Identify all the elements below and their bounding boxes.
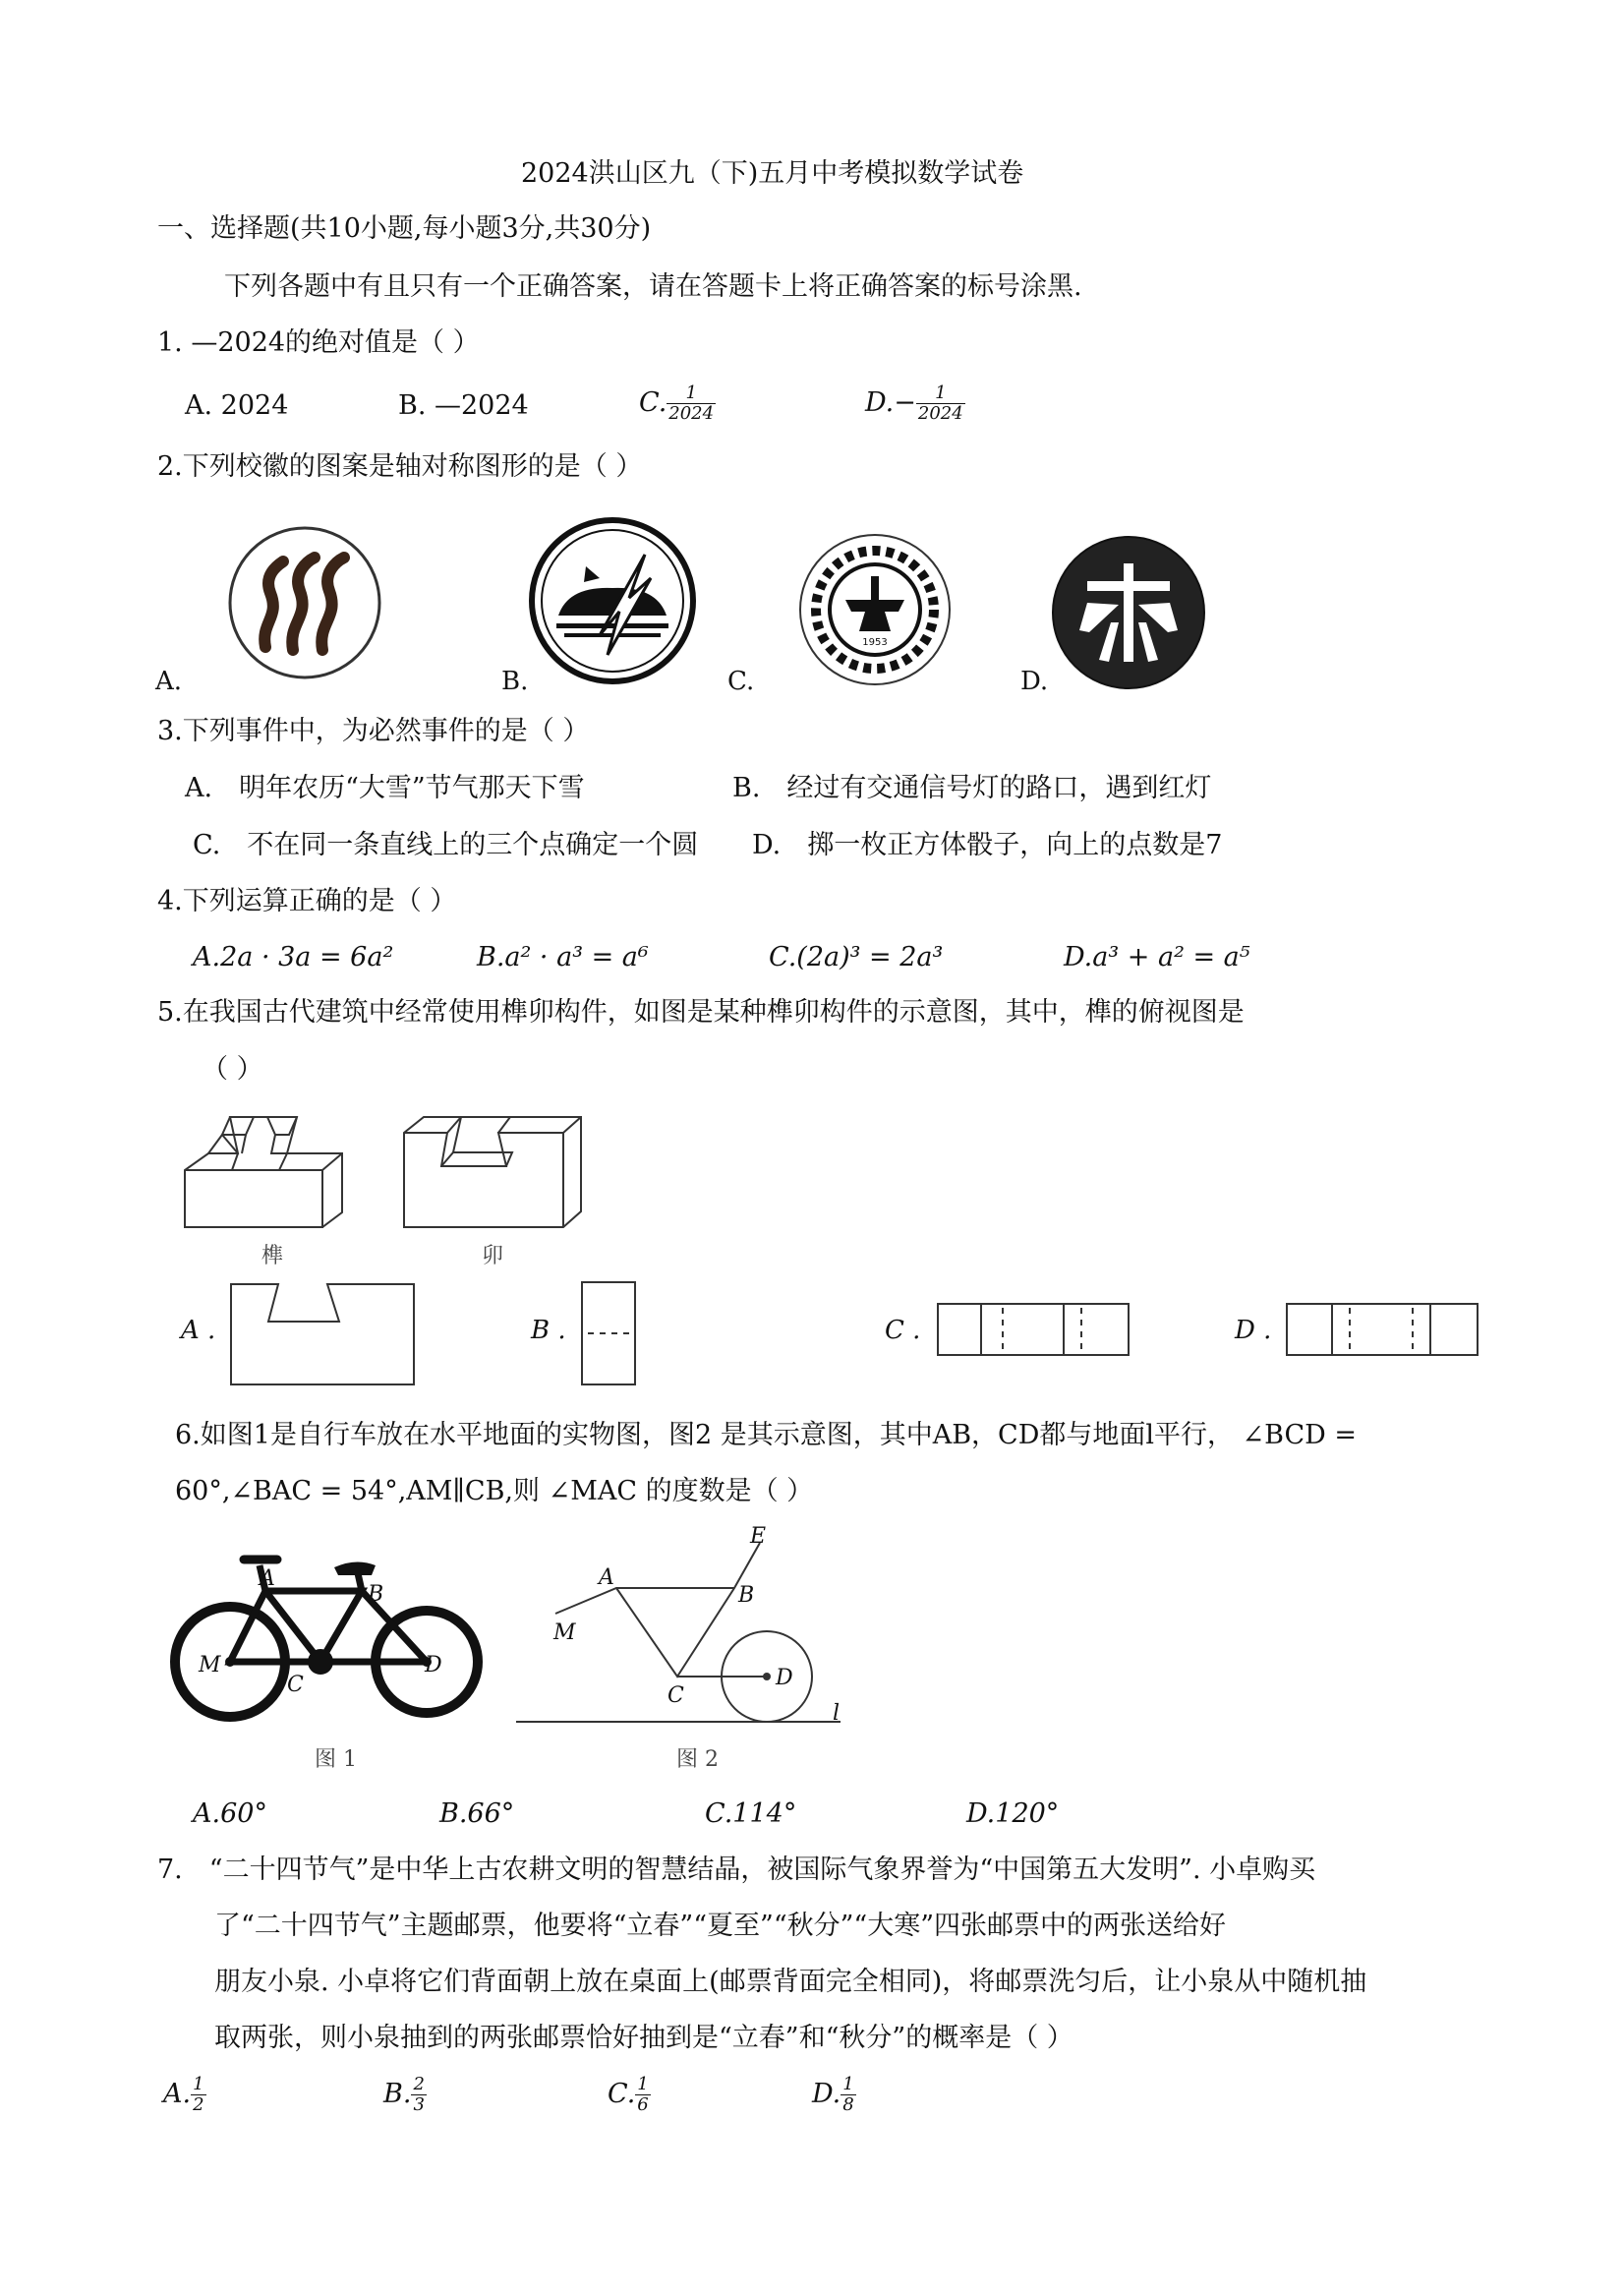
fig2-point-e: E bbox=[750, 1524, 767, 1549]
q1-option-b: B. —2024 bbox=[398, 390, 529, 421]
q2-label-d: D. bbox=[1020, 667, 1049, 696]
q5-option-c-shape bbox=[936, 1302, 1132, 1359]
mortise-label: 卯 bbox=[482, 1244, 504, 1268]
q5-stem: 5.在我国古代建筑中经常使用榫卯构件，如图是某种榫卯构件的示意图，其中，榫的俯视图是 bbox=[157, 997, 1245, 1028]
q7-option-a: A. $\frac{1}{2}$ bbox=[163, 2074, 204, 2115]
q5-option-d-shape bbox=[1285, 1302, 1481, 1359]
fig1-point-c: C bbox=[287, 1673, 304, 1697]
q7-option-d: D. $\frac{1}{8}$ bbox=[812, 2074, 854, 2115]
fig2-point-c: C bbox=[667, 1683, 684, 1708]
q2-label-a: A. bbox=[155, 667, 183, 696]
fig1-point-a: A bbox=[260, 1566, 275, 1591]
q2-stem: 2.下列校徽的图案是轴对称图形的是（ ） bbox=[157, 451, 643, 482]
q1-option-d: D.− $\frac{1}{2024}$ bbox=[865, 383, 963, 424]
fig2-point-l: l bbox=[833, 1701, 841, 1726]
q6-option-a: A.60° bbox=[193, 1798, 267, 1829]
section-instruction: 下列各题中有且只有一个正确答案，请在答题卡上将正确答案的标号涂黑. bbox=[224, 271, 1082, 302]
tenon-diagram bbox=[177, 1109, 374, 1232]
q4-option-a: A.2a · 3a = 6a² bbox=[193, 942, 394, 972]
gear-anvil-emblem-icon bbox=[796, 531, 954, 688]
q7-line2: 了“二十四节气”主题邮票，他要将“立春”“夏至”“秋分”“大寒”四张邮票中的两张送给好 bbox=[214, 1911, 1227, 1941]
q5-label-d: D . bbox=[1235, 1316, 1272, 1345]
q5-paren: （ ） bbox=[202, 1054, 263, 1085]
q5-option-a-shape bbox=[229, 1280, 416, 1388]
q4-option-b: B.a² · a³ = a⁶ bbox=[477, 942, 649, 972]
q3-option-a: A. 明年农历“大雪”节气那天下雪 bbox=[185, 773, 585, 803]
q3-stem: 3.下列事件中，为必然事件的是（ ） bbox=[157, 716, 590, 746]
q5-label-c: C . bbox=[885, 1316, 921, 1345]
q7-option-b: B. $\frac{2}{3}$ bbox=[383, 2074, 425, 2115]
q2-label-c: C. bbox=[727, 667, 755, 696]
q7-option-c: C. $\frac{1}{6}$ bbox=[608, 2074, 649, 2115]
bicycle-schematic-diagram bbox=[516, 1524, 850, 1726]
fig1-point-d: D bbox=[425, 1653, 442, 1678]
q6-option-c: C.114° bbox=[705, 1798, 797, 1829]
q6-stem-line2: 60°,∠BAC = 54°,AM∥CB,则 ∠MAC 的度数是（ ） bbox=[175, 1476, 814, 1506]
q1-option-c: C. $\frac{1}{2024}$ bbox=[639, 383, 715, 424]
fig2-point-m: M bbox=[553, 1620, 576, 1645]
q6-option-d: D.120° bbox=[966, 1798, 1060, 1829]
fig1-caption: 图 1 bbox=[315, 1747, 357, 1772]
gear-emblem-year: 1953 bbox=[862, 637, 888, 648]
fig2-point-a: A bbox=[599, 1565, 614, 1590]
fig2-caption: 图 2 bbox=[676, 1747, 719, 1772]
three-waves-emblem-icon bbox=[226, 524, 383, 681]
q6-option-b: B.66° bbox=[439, 1798, 515, 1829]
page-title: 2024洪山区九（下)五月中考模拟数学试卷 bbox=[521, 158, 1024, 189]
q3-option-c: C. 不在同一条直线上的三个点确定一个圆 bbox=[193, 830, 699, 860]
q4-option-d: D.a³ + a² = a⁵ bbox=[1064, 942, 1250, 972]
q2-label-b: B. bbox=[501, 667, 529, 696]
q7-line1: 7. “二十四节气”是中华上古农耕文明的智慧结晶，被国际气象界誉为“中国第五大发明”. 小卓购买 bbox=[157, 1854, 1316, 1885]
q5-option-b-shape bbox=[580, 1280, 639, 1386]
fig1-point-m: M bbox=[199, 1653, 221, 1678]
q1-stem: 1. —2024的绝对值是（ ） bbox=[157, 327, 480, 358]
q6-stem-line1: 6.如图1是自行车放在水平地面的实物图，图2 是其示意图，其中AB，CD都与地面l平行， ∠BCD = bbox=[175, 1420, 1358, 1450]
mortise-diagram bbox=[398, 1109, 595, 1232]
q4-option-c: C.(2a)³ = 2a³ bbox=[769, 942, 944, 972]
q5-label-a: A . bbox=[181, 1316, 216, 1345]
fig2-point-d: D bbox=[776, 1666, 793, 1690]
sailboat-lightning-emblem-icon bbox=[529, 517, 696, 684]
q3-option-d: D. 掷一枚正方体骰子，向上的点数是7 bbox=[752, 830, 1223, 860]
section-heading: 一、选择题(共10小题,每小题3分,共30分) bbox=[157, 213, 652, 244]
q4-stem: 4.下列运算正确的是（ ） bbox=[157, 886, 457, 916]
fig2-point-b: B bbox=[738, 1583, 755, 1608]
q7-line3: 朋友小泉. 小卓将它们背面朝上放在桌面上(邮票背面完全相同)，将邮票洗匀后，让小泉从中随机抽 bbox=[214, 1967, 1367, 1997]
peking-emblem-icon bbox=[1050, 534, 1207, 691]
q3-option-b: B. 经过有交通信号灯的路口，遇到红灯 bbox=[732, 773, 1212, 803]
q5-label-b: B . bbox=[531, 1316, 566, 1345]
q1-option-a: A. 2024 bbox=[185, 390, 289, 421]
fig1-point-b: B bbox=[368, 1582, 384, 1607]
q7-line4: 取两张，则小泉抽到的两张邮票恰好抽到是“立春”和“秋分”的概率是（ ） bbox=[214, 2023, 1073, 2053]
tenon-label: 榫 bbox=[261, 1244, 284, 1268]
bicycle-photo-diagram bbox=[169, 1544, 484, 1731]
